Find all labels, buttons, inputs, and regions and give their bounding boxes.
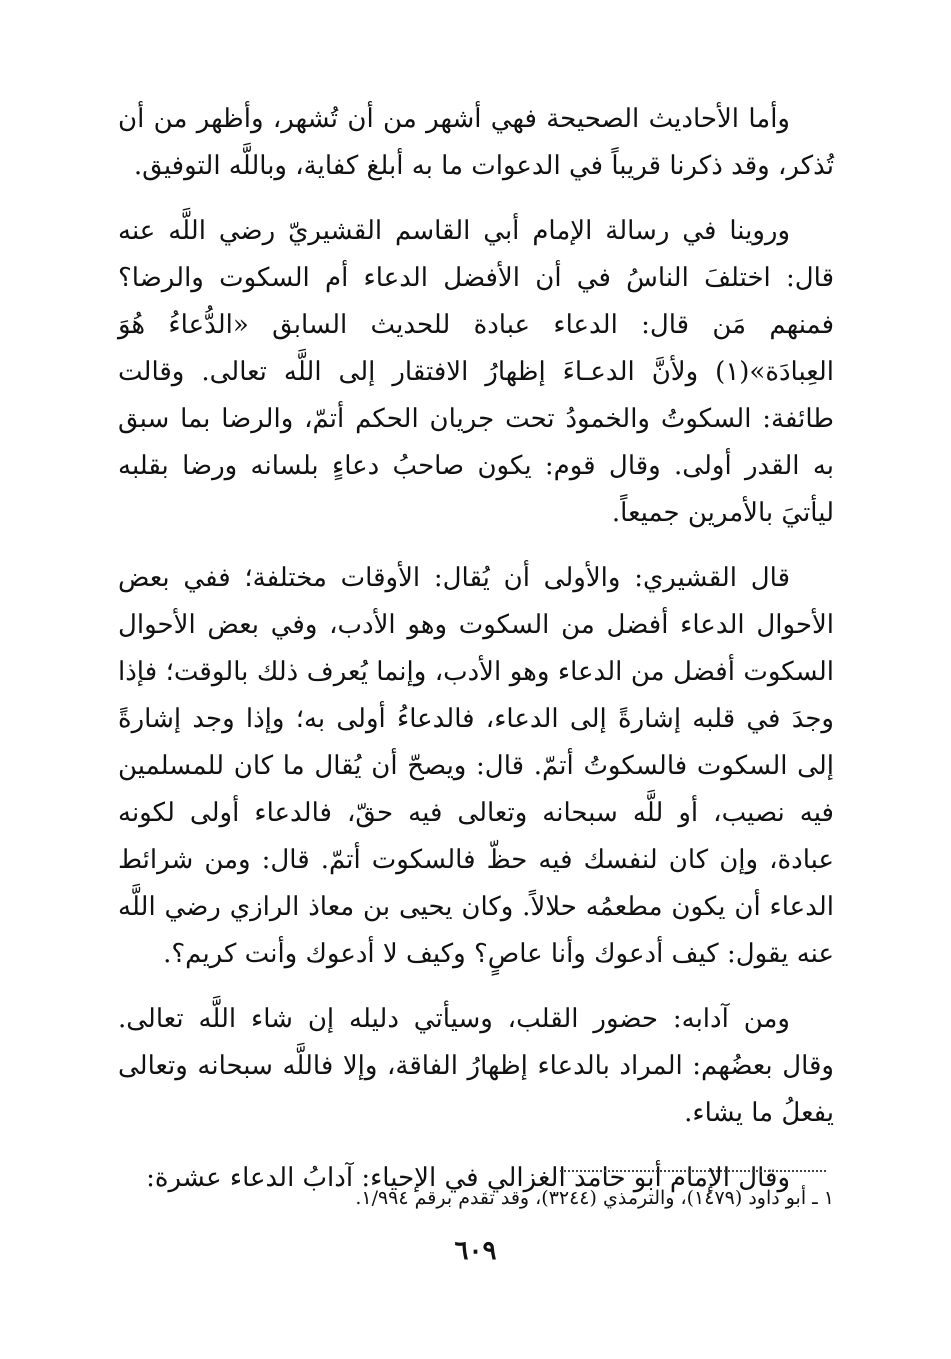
paragraph-etiquette: ومن آدابه: حضور القلب، وسيأتي دليله إن شاء اللَّه تعالى. وقال بعضُهم: المراد بالدعاء إظهارُ الفاقة، وإلا فاللَّه سبحانه وتعالى يفعلُ ما يشاء. <box>118 1004 834 1128</box>
main-text <box>118 96 834 1220</box>
page-number: ٦٠٩ <box>454 1236 497 1266</box>
paragraph-ghazali: وقال الإمام أبو حامد الغزالي في الإحياء: آدابُ الدعاء عشرة: <box>146 1163 790 1193</box>
paragraph-qushayri-opinion: قال القشيري: والأولى أن يُقال: الأوقات مختلفة؛ ففي بعض الأحوال الدعاء أفضل من السكوت وهو الأدب، وفي بعض الأحوال السكوت أفضل من الدعاء وهو الأدب، وإنما يُعرف ذلك بالوقت؛ فإذا وجدَ في قلبه إشارةً إلى الدعاء، فالدعاءُ أولى به؛ وإذا وجد إشارةً إلى السكوت فالسكوتُ أتمّ. قال: ويصحّ أن يُقال ما كان للمسلمين فيه نصيب، أو للَّه سبحانه وتعالى فيه حقّ، فالدعاء أولى لكونه عبادة، وإن كان لنفسك فيه حظّ فالسكوت أتمّ. قال: ومن شرائط الدعاء أن يكون مطعمُه حلالاً. وكان يحيى بن معاذ الرازي رضي اللَّه عنه يقول: كيف أدعوك وأنا عاصٍ؟ وكيف لا أدعوك وأنت كريم؟. <box>118 563 834 969</box>
paragraph-authentic-hadiths: وأما الأحاديث الصحيحة فهي أشهر من أن تُشهر، وأظهر من أن تُذكر، وقد ذكرنا قريباً في الدعوات ما به أبلغ كفاية، وباللَّه التوفيق. <box>118 104 834 181</box>
paragraph-qushayri-narration: وروينا في رسالة الإمام أبي القاسم القشيريّ رضي اللَّه عنه قال: اختلفَ الناسُ في أن الأفضل الدعاء أم السكوت والرضا؟ فمنهم مَن قال: الدعاء عبادة للحديث السابق «الدُّعاءُ هُوَ العِبادَة»(١) ولأنَّ الدعـاءَ إظهارُ الافتقار إلى اللَّه تعالى. وقالت طائفة: السكوتُ والخمودُ تحت جريان الحكم أتمّ، والرضا بما سبق به القدر أولى. وقال قوم: يكون صاحبُ دعاءٍ بلسانه ورضا بقلبه ليأتيَ بالأمرين جميعاً. <box>118 216 834 528</box>
footnote: ١ ـ أبو داود (١٤٧٩)، والترمذي (٣٢٤٤)، وقد تقدم برقم ١/٩٩٤. <box>355 1187 834 1209</box>
footnote-separator <box>560 1170 826 1172</box>
